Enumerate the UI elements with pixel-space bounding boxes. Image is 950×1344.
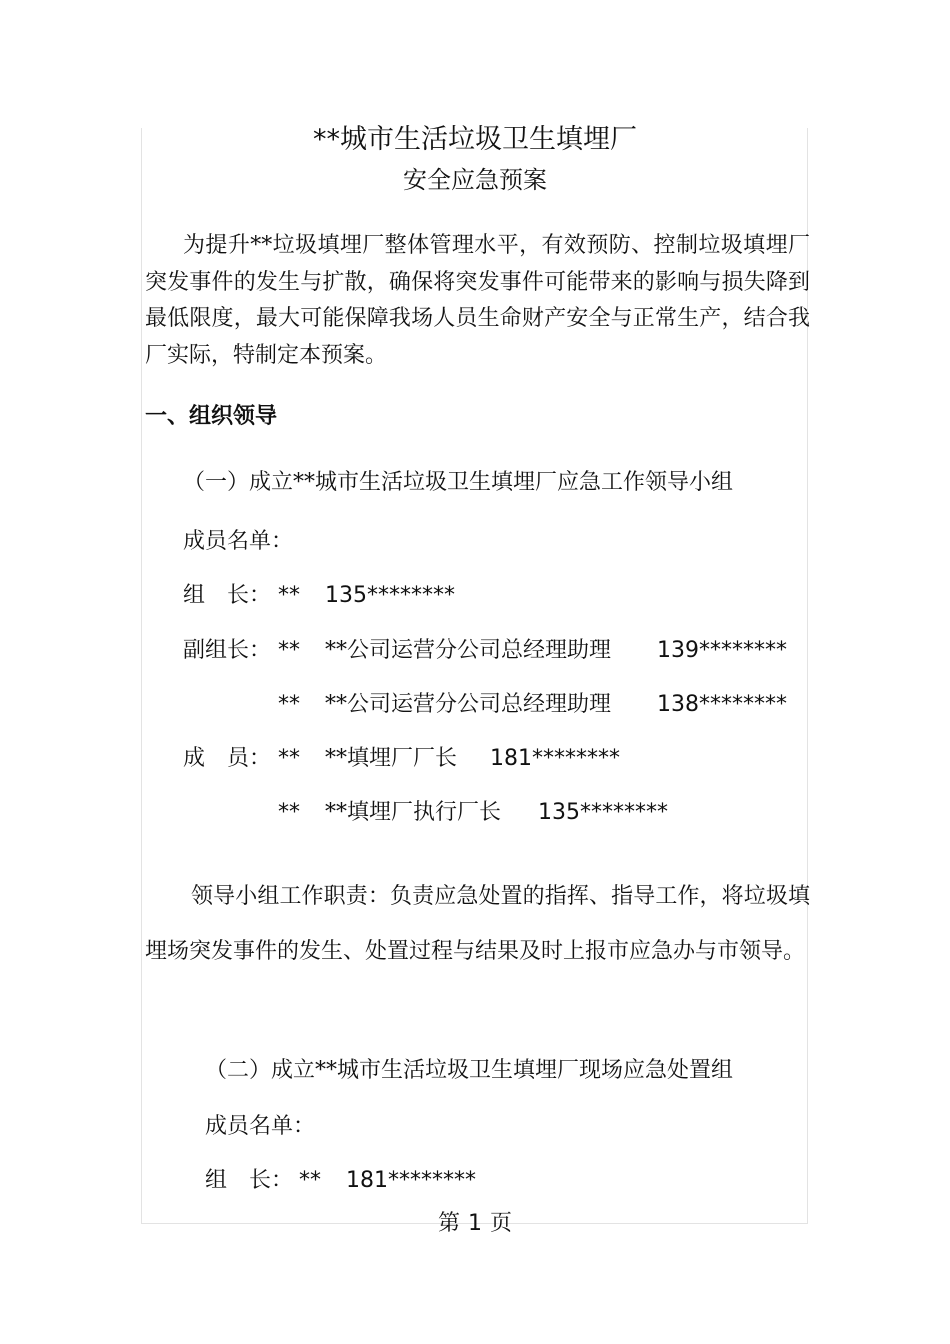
group1-deputy2-phone: 138******** <box>657 692 787 717</box>
group2-leader-phone: 181******** <box>346 1168 476 1193</box>
footer-suffix: 页 <box>490 1211 513 1236</box>
document-title: **城市生活垃圾卫生填埋厂 <box>313 124 637 155</box>
group2-leader-name: ** <box>299 1168 321 1193</box>
document-subtitle: 安全应急预案 <box>403 166 547 194</box>
group1-deputy1-phone: 139******** <box>657 638 787 663</box>
group1-deputy2-name: ** <box>278 692 300 717</box>
group1-member2-phone: 135******** <box>538 800 668 825</box>
group1-deputy2-title: **公司运营分公司总经理助理 <box>325 692 612 717</box>
group1-deputy1-name: ** <box>278 638 300 663</box>
group1-deputy-role: 副组长： <box>183 638 272 663</box>
group1-member2-name: ** <box>278 800 300 825</box>
page-footer <box>0 1211 950 1237</box>
group1-leader-phone: 135******** <box>325 583 455 608</box>
group2-members-label: 成员名单： <box>205 1114 316 1139</box>
group1-leader-role: 组 长： <box>183 583 272 608</box>
group1-member2-title: **填埋厂执行厂长 <box>325 800 502 825</box>
group1-heading: （一）成立**城市生活垃圾卫生填埋厂应急工作领导小组 <box>183 470 734 495</box>
group1-member-role: 成 员： <box>183 746 272 771</box>
group1-member1-title: **填埋厂厂长 <box>325 746 458 771</box>
group1-deputy1-title: **公司运营分公司总经理助理 <box>325 638 612 663</box>
intro-paragraph: 为提升**垃圾填埋厂整体管理水平，有效预防、控制垃圾填埋厂突发事件的发生与扩散，确保将突发事件可能带来的影响与损失降到最低限度，最大可能保障我场人员生命财产安全与正常生产，结合我厂实际，特制定本预案。 <box>145 233 810 368</box>
group2-heading: （二）成立**城市生活垃圾卫生填埋厂现场应急处置组 <box>205 1058 734 1083</box>
section-heading-organization: 一、组织领导 <box>145 404 278 429</box>
group1-leader-name: ** <box>278 583 300 608</box>
group1-members-label: 成员名单： <box>183 529 294 554</box>
footer-prefix: 第 <box>437 1211 460 1236</box>
group1-duty-paragraph: 领导小组工作职责：负责应急处置的指挥、指导工作，将垃圾填埋场突发事件的发生、处置过程与结果及时上报市应急办与市领导。 <box>145 884 810 964</box>
group1-member1-name: ** <box>278 746 300 771</box>
group2-leader-role: 组 长： <box>205 1168 294 1193</box>
footer-page-number: 1 <box>468 1211 482 1236</box>
group1-member1-phone: 181******** <box>490 746 620 771</box>
